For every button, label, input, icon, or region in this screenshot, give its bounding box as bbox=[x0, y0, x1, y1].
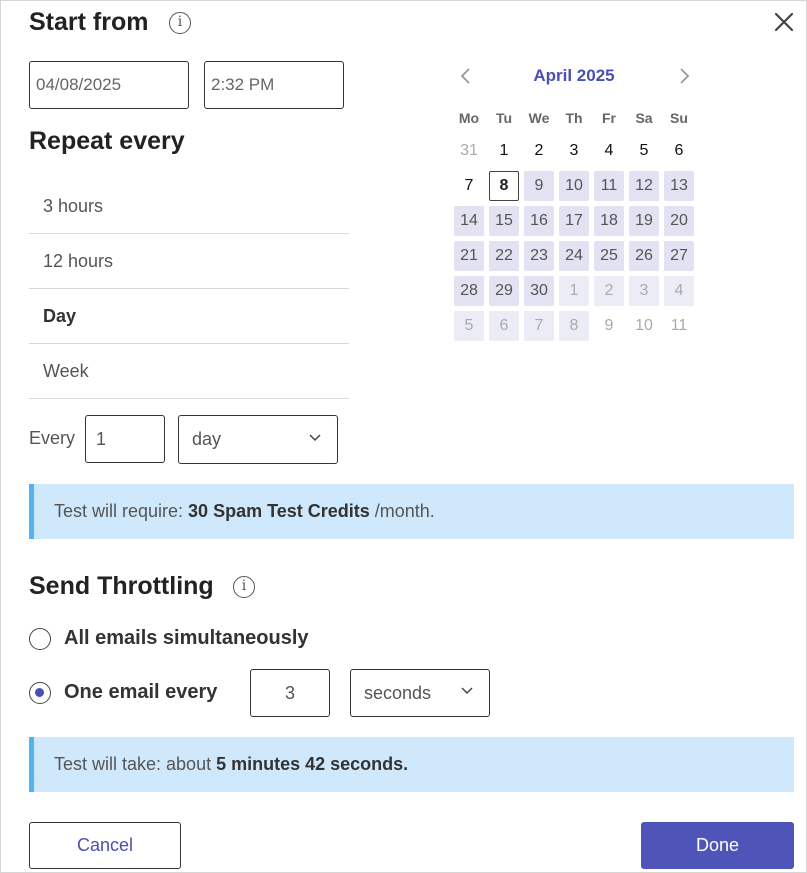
calendar-day[interactable]: 2 bbox=[534, 142, 544, 159]
calendar-day[interactable]: 29 bbox=[489, 276, 519, 306]
calendar-day[interactable]: 17 bbox=[559, 206, 589, 236]
credits-info-banner bbox=[29, 484, 794, 539]
repeat-options-list bbox=[29, 179, 349, 399]
calendar-day[interactable]: 27 bbox=[664, 241, 694, 271]
calendar-day[interactable]: 15 bbox=[489, 206, 519, 236]
calendar-day[interactable]: 26 bbox=[629, 241, 659, 271]
calendar-day[interactable]: 9 bbox=[604, 317, 614, 334]
calendar-day[interactable]: 4 bbox=[604, 142, 614, 159]
calendar-day[interactable]: 18 bbox=[594, 206, 624, 236]
duration-info-banner bbox=[29, 737, 794, 792]
calendar-day[interactable]: 1 bbox=[559, 276, 589, 306]
calendar-day[interactable]: 14 bbox=[454, 206, 484, 236]
calendar-month-title: April 2025 bbox=[533, 66, 615, 85]
calendar-day[interactable]: 10 bbox=[559, 171, 589, 201]
interval-value-input[interactable]: 3 bbox=[250, 669, 330, 717]
duration-banner-prefix: Test will take: about bbox=[54, 754, 217, 774]
start-time-input[interactable]: 2:32 PM bbox=[204, 61, 344, 109]
credits-banner-prefix: Test will require: bbox=[54, 501, 189, 521]
calendar-day[interactable]: 12 bbox=[629, 171, 659, 201]
duration-amount: 5 minutes 42 seconds. bbox=[216, 754, 409, 774]
send-throttling-title: Send Throttling bbox=[29, 572, 214, 600]
radio-label-all: All emails simultaneously bbox=[64, 627, 309, 649]
calendar-day[interactable]: 6 bbox=[674, 142, 684, 159]
calendar-day[interactable]: 10 bbox=[635, 317, 653, 334]
calendar-day[interactable]: 30 bbox=[524, 276, 554, 306]
calendar-day[interactable]: 19 bbox=[629, 206, 659, 236]
start-date-input[interactable]: 04/08/2025 bbox=[29, 61, 189, 109]
repeat-option-week[interactable]: Week bbox=[29, 344, 349, 399]
every-unit-value: day bbox=[192, 429, 222, 449]
calendar-day[interactable]: 3 bbox=[629, 276, 659, 306]
weekday-th: Th bbox=[565, 110, 583, 126]
calendar-day[interactable]: 4 bbox=[664, 276, 694, 306]
credits-amount: 30 Spam Test Credits bbox=[188, 501, 370, 521]
calendar-day[interactable]: 23 bbox=[524, 241, 554, 271]
calendar-day[interactable]: 2 bbox=[594, 276, 624, 306]
info-icon[interactable]: i bbox=[233, 576, 255, 598]
every-unit-select[interactable] bbox=[178, 415, 338, 464]
calendar-day[interactable]: 3 bbox=[569, 142, 579, 159]
weekday-su: Su bbox=[670, 110, 688, 126]
info-icon[interactable]: i bbox=[169, 12, 191, 34]
weekday-sa: Sa bbox=[635, 110, 653, 126]
calendar-day[interactable]: 7 bbox=[464, 177, 474, 194]
calendar-day[interactable]: 1 bbox=[499, 142, 509, 159]
calendar-day[interactable]: 6 bbox=[489, 311, 519, 341]
start-from-title: Start from bbox=[29, 8, 149, 36]
weekday-mo: Mo bbox=[458, 110, 480, 126]
calendar-weekday-header bbox=[451, 110, 697, 128]
radio-all-simultaneously[interactable] bbox=[29, 628, 329, 652]
calendar-day[interactable]: 9 bbox=[524, 171, 554, 201]
repeat-option-day[interactable]: Day bbox=[29, 289, 349, 344]
chevron-right-icon[interactable] bbox=[677, 68, 691, 84]
calendar-day[interactable]: 20 bbox=[664, 206, 694, 236]
radio-label-one: One email every bbox=[64, 681, 218, 703]
chevron-down-icon bbox=[309, 434, 321, 442]
calendar-day[interactable]: 11 bbox=[594, 171, 624, 201]
calendar-day[interactable]: 11 bbox=[670, 317, 688, 334]
calendar-day[interactable]: 31 bbox=[460, 142, 478, 159]
calendar-day[interactable]: 7 bbox=[524, 311, 554, 341]
calendar-day[interactable]: 5 bbox=[454, 311, 484, 341]
interval-unit-select[interactable] bbox=[350, 669, 490, 717]
calendar-day[interactable]: 13 bbox=[664, 171, 694, 201]
interval-unit-value: seconds bbox=[364, 683, 432, 703]
weekday-we: We bbox=[528, 110, 550, 126]
calendar-day[interactable]: 16 bbox=[524, 206, 554, 236]
calendar-day[interactable]: 5 bbox=[639, 142, 649, 159]
radio-button-checked[interactable] bbox=[29, 682, 51, 704]
every-count-input[interactable]: 1 bbox=[85, 415, 165, 463]
close-icon[interactable] bbox=[772, 10, 796, 34]
chevron-down-icon bbox=[461, 687, 473, 695]
cancel-button[interactable]: Cancel bbox=[29, 822, 181, 869]
credits-banner-suffix: /month. bbox=[369, 501, 435, 521]
weekday-fr: Fr bbox=[602, 110, 616, 126]
repeat-every-title: Repeat every bbox=[29, 127, 185, 155]
calendar-day[interactable]: 28 bbox=[454, 276, 484, 306]
weekday-tu: Tu bbox=[495, 110, 513, 126]
calendar-day[interactable]: 8 bbox=[559, 311, 589, 341]
repeat-option-3-hours[interactable]: 3 hours bbox=[29, 179, 349, 234]
calendar-day[interactable]: 21 bbox=[454, 241, 484, 271]
every-label: Every bbox=[29, 428, 76, 448]
calendar-day[interactable]: 24 bbox=[559, 241, 589, 271]
radio-button[interactable] bbox=[29, 628, 51, 650]
radio-one-email-every[interactable] bbox=[29, 682, 229, 706]
calendar-day-selected[interactable]: 8 bbox=[489, 171, 519, 201]
done-button[interactable]: Done bbox=[641, 822, 794, 869]
calendar-day[interactable]: 22 bbox=[489, 241, 519, 271]
repeat-option-12-hours[interactable]: 12 hours bbox=[29, 234, 349, 289]
calendar-day[interactable]: 25 bbox=[594, 241, 624, 271]
